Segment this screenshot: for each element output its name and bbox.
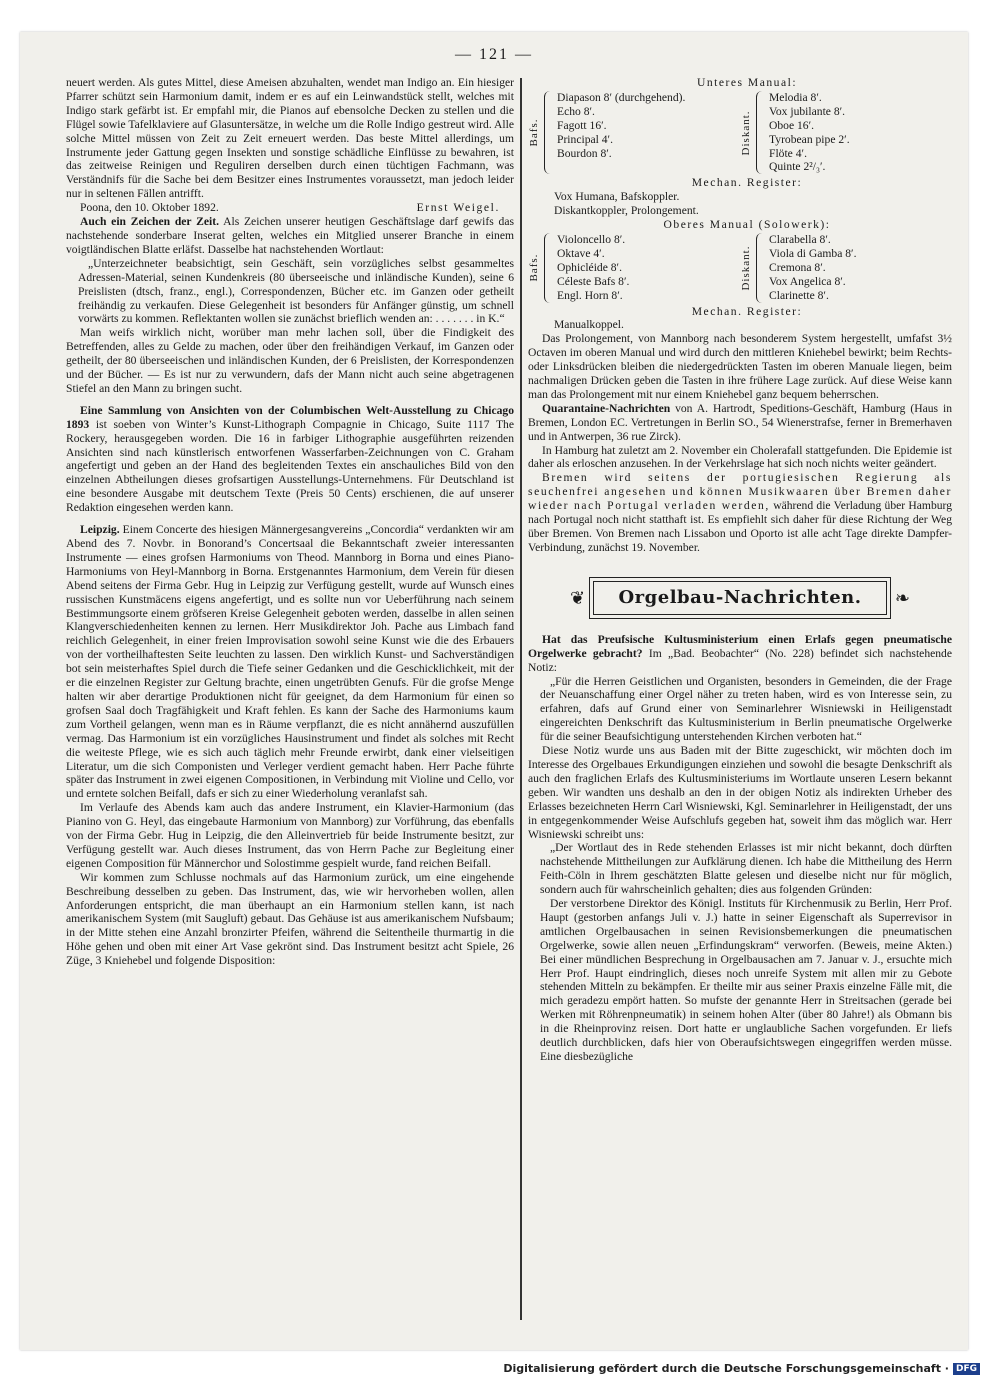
article-zeichen-heading: Auch ein Zeichen der Zeit.	[80, 215, 219, 229]
mechan-register-list-1	[528, 190, 952, 218]
article-erlass	[528, 633, 952, 675]
oberes-diskant-stops	[769, 233, 857, 303]
oberes-bass-group	[528, 233, 740, 303]
organ-stop: Clarinette 8′.	[769, 288, 829, 302]
organ-stop: Oboe 16′.	[769, 118, 815, 132]
signature-name: Ernst Weigel.	[416, 201, 500, 215]
footer-text: Digitalisierung gefördert durch die Deutsche Forschungsgemeinschaft ·	[503, 1362, 949, 1375]
paragraph-wortlaut: „Der Wortlaut des in Rede stehenden Erlasses ist mir nicht bekannt, doch dürften nachstehende Mittheilungen zur Aufklärung dienen. Ich habe die Mittheilung des Herrn Feith-Cöln in Ihrem geschätzten Blatte gelesen und dieselbe nicht nur für möglich, sondern auch für wahrscheinlich gehalten; dies aus folgenden Gründen:	[540, 841, 952, 897]
organ-stop: Vox Angelica 8′.	[769, 274, 846, 288]
organ-stop: Violoncello 8′.	[557, 232, 626, 246]
article-erlass-heading: Hat das Preufsische Kultusministerium einen Erlafs gegen pneumatische Orgelwerke gebracht?	[528, 632, 952, 660]
article-erlass-body: Im „Bad. Beobachter“ (No. 228) befindet sich nachstehende Notiz:	[528, 646, 952, 674]
paragraph-schluss: Wir kommen zum Schlusse nochmals auf das Harmonium zurück, um eine eingehende Beschreibung desselben zu geben. Das Instrument, das, wie wir hervorheben wollen, allen Anforderungen entspricht, die man überhaupt an ein Harmonium stellen kann, ist nach amerikanischem System (mit Saugluft) gebaut. Das Gehäuse ist aus amerikanischem Nufsbaum; in der Mitte stehen eine Anzahl bronzirter Pfeifen, während die Seitentheile thurmartig in die Höhe gehen und oben mit einer Art Vase gekrönt sind. Das Instrument besitzt acht Spiele, 26 Züge, 3 Kniehebel und folgende Disposition:	[66, 870, 514, 968]
organ-stop: Flöte 4′.	[769, 146, 807, 160]
unteres-diskant-label: Diskant.	[740, 110, 752, 156]
brace-icon	[544, 233, 553, 303]
organ-stop: Echo 8′.	[557, 104, 595, 118]
scanned-page	[20, 32, 968, 1350]
organ-stop: Vox jubilante 8′.	[769, 104, 846, 118]
organ-stop: Fagott 16′.	[557, 118, 607, 132]
unteres-diskant-group	[740, 91, 952, 174]
brace-icon	[544, 91, 553, 174]
signature-place-date: Poona, den 10. Oktober 1892.	[80, 201, 219, 215]
mechan-register-item: Vox Humana, Bafskoppler.	[554, 190, 680, 204]
article-zeichen-body: Als Zeichen unserer heutigen Geschäftslage darf gewifs das nachstehende sonderbare Inserat gelten, welches ein Mitglied unserer Branche in einem voigtländischen Blatte erläfst. Dasselbe hat nachstehenden Wortlaut:	[66, 215, 514, 256]
mechan-register-item: Diskantkoppler, Prolongement.	[554, 204, 699, 218]
organ-stop: Clarabella 8′.	[769, 232, 831, 246]
paragraph-bremen	[528, 471, 952, 554]
oberes-bass-label: Bafs.	[528, 253, 540, 282]
oberes-diskant-group	[740, 233, 952, 303]
orgelbau-banner-title: Orgelbau-Nachrichten.	[618, 586, 862, 608]
article-leipzig-body: Einem Concerte des hiesigen Männergesangvereins „Concordia“ verdankten wir am Abend des 7. Novbr. in Bonorand’s Concertsaal die Bekanntschaft zweier interessanten Instrumente — eines grofsen Harmoniums von Theod. Mannborg in Borna und eines Piano-Harmoniums von Heyl-Mannborg in Borna. Erstgenanntes Harmonium, dem Verein für diesen Abend seitens der Firma Gebr. Hug in Leipzig zur Verfügung gestellt, wurde auf Wunsch eines russischen Kunstmäcens eigens angefertigt, und es sollte nun vor Ueberführung nach seinem Bestimmungsorte einem gröfseren Kreise Gelegenheit geboten werden, dasselbe in allen seinen Klangverschiedenheiten kennen zu lernen. Herr Musikdirektor Joh. Pache aus Limbach fand reichlich Gelegenheit, in einer freien Improvisation sowohl seine Kunst wie die des Erbauers von der vortheilhaftesten Seite leuchten zu lassen. Den wirklich Kunst- und Sachverständigen bot sein meisterhaftes Spiel durch die Tiefe seiner Gedanken und die Geschicklichkeit, mit der er die einzelnen Register zur Geltung brachte, einen ungetrübten Genufs. Für die grofse Menge halten wir aber derartige Produktionen nicht für geeignet, da dem Harmonium für einen so grofsen Saal doch Tragfähigkeit und Kraft fehlen. Es kann der Sache des Harmoniums kaum zum Vortheil gelangen, wenn man es in Räume verpflanzt, die es nicht annähernd auszufüllen vermag. Das Harmonium ist ein vorzügliches Hausinstrument und findet als solches mit Recht die weiteste Pflege, wie es sich auch täglich mehr Freunde erwirbt, dank einer vielseitigen Literatur, um die sich Componisten und Verleger verdient gemacht haben. Herr Pache führte später das Instrument in zwei eigenen Compositionen, in Verbindung mit Violine und Cello, vor und erntete solchen Beifall, dafs er sich zu einer Wiederholung veranlafst sah.	[66, 523, 514, 801]
unteres-diskant-stops	[769, 91, 850, 174]
organ-stop: Diapason 8′ (durchgehend).	[557, 90, 686, 104]
organ-stop: Ophicléide 8′.	[557, 260, 622, 274]
mechan-register-list-2	[528, 318, 952, 332]
erlass-quote: „Für die Herren Geistlichen und Organisten, besonders in Gemeinden, die der Frage der Neuanschaffung einer Orgel näher zu treten haben, wird es von Interesse sein, zu erfahren, dafs auf Grund einer von Seminarlehrer Wisniewski in Heiligenstadt eingereichten Denkschrift das Kultusministerium in Berlin pneumatische Orgelwerke für die seiner Beaufsichtigung unterstehenden Kirchen verboten hat.“	[540, 674, 952, 744]
column-divider	[520, 78, 522, 1320]
paragraph-prolongement: Das Prolongement, von Mannborg nach besonderem System hergestellt, umfafst 3½ Octaven im oberen Manual und wird durch den mittleren Kniehebel bewirkt; beim Rechts- oder Linksdrücken bleiben die niedergedrückten Tasten im oberen Manuale liegen, beim nachmaligen Drücken geben die Tasten in ihre frühere Lage zurück. Auf diese Weise kann man das Prolongement mit nur einem Kniehebel ganz bequem beherrschen.	[528, 332, 952, 401]
article-leipzig-heading: Leipzig.	[80, 523, 120, 537]
article-quarantaine-body: von A. Hartrodt, Speditions-Geschäft, Hamburg (Haus in Bremen, London EC. Vertretungen in Berlin SO., 54 Wienerstrafse, ferner in Bremerhaven und in Antwerpen, 36 rue Zirck).	[528, 401, 952, 443]
dfg-logo: DFG	[953, 1363, 980, 1375]
mechan-register-item: Manualkoppel.	[554, 318, 624, 332]
organ-stop: Melodia 8′.	[769, 90, 822, 104]
article-sammlung-heading: Eine Sammlung von Ansichten von der Columbischen Welt-Ausstellung zu Chicago 1893	[66, 403, 514, 431]
article-zeichen	[66, 215, 514, 257]
paragraph-notiz: Diese Notiz wurde uns aus Baden mit der Bitte zugeschickt, wir möchten doch im Interesse des Orgelbaues Erkundigungen einziehen und sowohl die besagte Denkschrift als auch den fraglichen Erlafs des Kultusministeriums im Wortlaute unseren Lesern bekannt geben. Wir wandten uns deshalb an den in der obigen Notiz als indirekten Urheber des Erlasses bezeichneten Herrn Carl Wisniewski, Kgl. Seminarlehrer in Heiligenstadt, der uns in entgegenkommender Weise Aufschlufs gegeben hat, soweit ihm das möglich war. Herr Wisniewski schreibt uns:	[528, 744, 952, 841]
left-column	[66, 76, 514, 1330]
brace-icon	[756, 91, 765, 174]
mechan-register-title-2: Mechan. Register:	[691, 304, 803, 318]
organ-stop: Cremona 8′.	[769, 260, 826, 274]
organ-stop: Tyrobean pipe 2′.	[769, 132, 850, 146]
page-number: — 121 —	[455, 46, 533, 63]
paragraph-direktor: Der verstorbene Direktor des Königl. Instituts für Kirchenmusik zu Berlin, Herr Prof. Haupt (gestorben anfangs Juli v. J.) hatte in seiner Eigenschaft als Superrevisor in amtlichen Orgelbausachen in seinen Revisionsbemerkungen die pneumatischen Orgelwerke, sowie allen neuen „Erfindungskram“ verworfen. (Beweis, meine Akten.) Bei einer mündlichen Besprechung in Orgelbausachen am 7. Januar v. J., ersuchte mich Herr Prof. Haupt eindringlich, dieses noch unreife System mit allen mir zu Gebote stehenden Mitteln zu bekämpfen. Er theilte mir aus seiner Praxis einzelne Fälle mit, die mich geradezu empört hatten. So mufste der genannte Herr in Streitsachen (gerade bei Werken mit Röhrenpneumatik) in seinem hohen Alter (über 80 Jahre!) als Obmann bis in die Rheinprovinz reisen. Dort hatte er unglaubliche Sachen vorgefunden. Er liefs deutlich durchblicken, dafs hier von Oberaufsichtswegen eingegriffen werden müsse. Eine diesbezügliche	[540, 897, 952, 1063]
inserat-comment: Man weifs wirklich nicht, worüber man mehr lachen soll, über die Findigkeit des Betreffenden, alles zu Gelde zu machen, oder über den freihändigen Verkauf, im Ganzen oder getheilt, der 80 überseeischen und inländischen Kunden, der 6 Preislisten, der Korrespondenzen und der Bücher. — Es ist nur zu verwundern, dafs der Mann nicht auch seine abgetragenen Stiefel an den Mann zu bringen sucht.	[66, 326, 514, 395]
article-quarantaine-heading: Quarantaine-Nachrichten	[542, 401, 671, 415]
oberes-manual-title: Oberes Manual (Solowerk):	[663, 218, 831, 232]
oberes-manual-disposition	[528, 233, 952, 303]
organ-stop: Engl. Horn 8′.	[557, 288, 623, 302]
article-leipzig	[66, 523, 514, 801]
article-sammlung	[66, 404, 514, 515]
ornament-right-icon: ❧	[894, 587, 910, 608]
brace-icon	[756, 233, 765, 303]
organ-stop: Viola di Gamba 8′.	[769, 246, 857, 260]
oberes-diskant-label: Diskant.	[740, 245, 752, 291]
unteres-manual-disposition	[528, 91, 952, 174]
ornament-left-icon: ❦	[570, 587, 586, 608]
mechan-register-title-1: Mechan. Register:	[691, 176, 803, 190]
unteres-manual-title: Unteres Manual:	[696, 76, 798, 89]
unteres-bass-group	[528, 91, 740, 174]
inserat-quote: „Unterzeichneter beabsichtigt, sein Geschäft, sein vorzügliches selbst gesammeltes Adressen-Material, seinen Kundenkreis (80 überseeische und inländische Kunden), seine 6 Preislisten (dtsch, franz., engl.), Correspondenzen, Bücher etc. im Ganzen oder getheilt freihändig zu verkaufen. Diese Gelegenheit ist besonders für Anfänger günstig, um schnell vorwärts zu kommen. Reflektanten wollen sie zunächst brieflich wenden an: . . . . . . . in K.“	[78, 256, 514, 326]
unteres-bass-stops	[557, 91, 685, 174]
organ-stop: Bourdon 8′.	[557, 146, 612, 160]
oberes-bass-stops	[557, 233, 629, 303]
organ-stop: Quinte 2²/₃′.	[769, 160, 826, 174]
footer-credit	[503, 1362, 980, 1375]
orgelbau-banner	[570, 577, 910, 619]
article-quarantaine	[528, 402, 952, 444]
organ-stop: Oktave 4′.	[557, 246, 605, 260]
paragraph-abend: Im Verlaufe des Abends kam auch das andere Instrument, ein Klavier-Harmonium (das Pianino von G. Heyl, das eingebaute Harmonium von Mannborg) zur Vorführung, das ebenfalls von der Firma Gebr. Hug in Leipzig, die den Alleinvertrieb für beide Instrumente besitzt, zur Verfügung gestellt war. Auch dieses Instrument, das von Herrn Pache zur Begleitung einer eigenen Composition für Männerchor und Solostimme gespielt wurde, fand reichen Beifall.	[66, 801, 514, 870]
organ-stop: Céleste Bafs 8′.	[557, 274, 630, 288]
paragraph-ants-indigo: neuert werden. Als gutes Mittel, diese Ameisen abzuhalten, wendet man Indigo an. Ein hiesiger Pfarrer schützt sein Harmonium damit, indem er es auf ein Leinwandstück stellt, welches mit Indigo stark gefärbt ist. Er empfahl mir, die Pianos auf ebensolche Decken zu stellen und die Flügel sowie Tafelklaviere auf Glasuntersätze, in welche um die Rolle Indigo gestreut wird. Alle solche Mittel müssen von Zeit zu Zeit erneuert werden. Das beste Mittel allerdings, um Instrumente jeder Gattung gegen Insekten und sonstige schädliche Einflüsse zu bewahren, ist das zeitweise Reinigen und Reguliren derselben durch einen tüchtigen Fachmann, was Verständnifs für die Sache bei dem Besitzer eines Instrumentes voraussetzt, man jedoch leider nur in seltenen Fällen antrifft.	[66, 76, 514, 201]
right-column	[528, 76, 952, 1330]
unteres-bass-label: Bafs.	[528, 118, 540, 147]
signature-line	[66, 201, 514, 215]
bremen-spaced-text: Bremen wird seitens der portugiesischen Regierung als seuchenfrei angesehen und können Musikwaaren über Bremen daher wieder nach Portugal verladen werden,	[528, 471, 952, 513]
organ-stop: Principal 4′.	[557, 132, 613, 146]
bremen-rest-text: während die Verladung über Hamburg nach Portugal noch nicht statthaft ist. Es empfiehlt sich daher für diese Richtung der Weg über Bremen. Von Bremen nach Lissabon und Oporto ist alle acht Tage direkte Dampfer-Verbindung, zunächst 19. November.	[528, 499, 952, 554]
paragraph-hamburg: In Hamburg hat zuletzt am 2. November ein Cholerafall stattgefunden. Die Epidemie ist daher als erloschen anzusehen. In der Verkehrslage hat sich noch nichts weiter geändert.	[528, 443, 952, 471]
article-sammlung-body: ist soeben von Winter’s Kunst-Lithograph Compagnie in Chicago, Suite 1117 The Rockery, herausgegeben worden. Die 16 in farbiger Lithographie ausgeführten reizenden Ansichten sind nach künstlerisch entworfenen Wasserfarben-Zeichnungen von C. Graham angefertigt und geben an der Hand des begleitenden Textes ein anschauliches Bild von den einzelnen Abtheilungen dieses grofsartigen Ausstellungs-Unternehmens. Für Deutschland ist eine besondere Ausgabe mit deutschem Texte (Preis 50 Cents) erschienen, die auf unserer Redaktion eingesehen werden kann.	[66, 417, 514, 515]
